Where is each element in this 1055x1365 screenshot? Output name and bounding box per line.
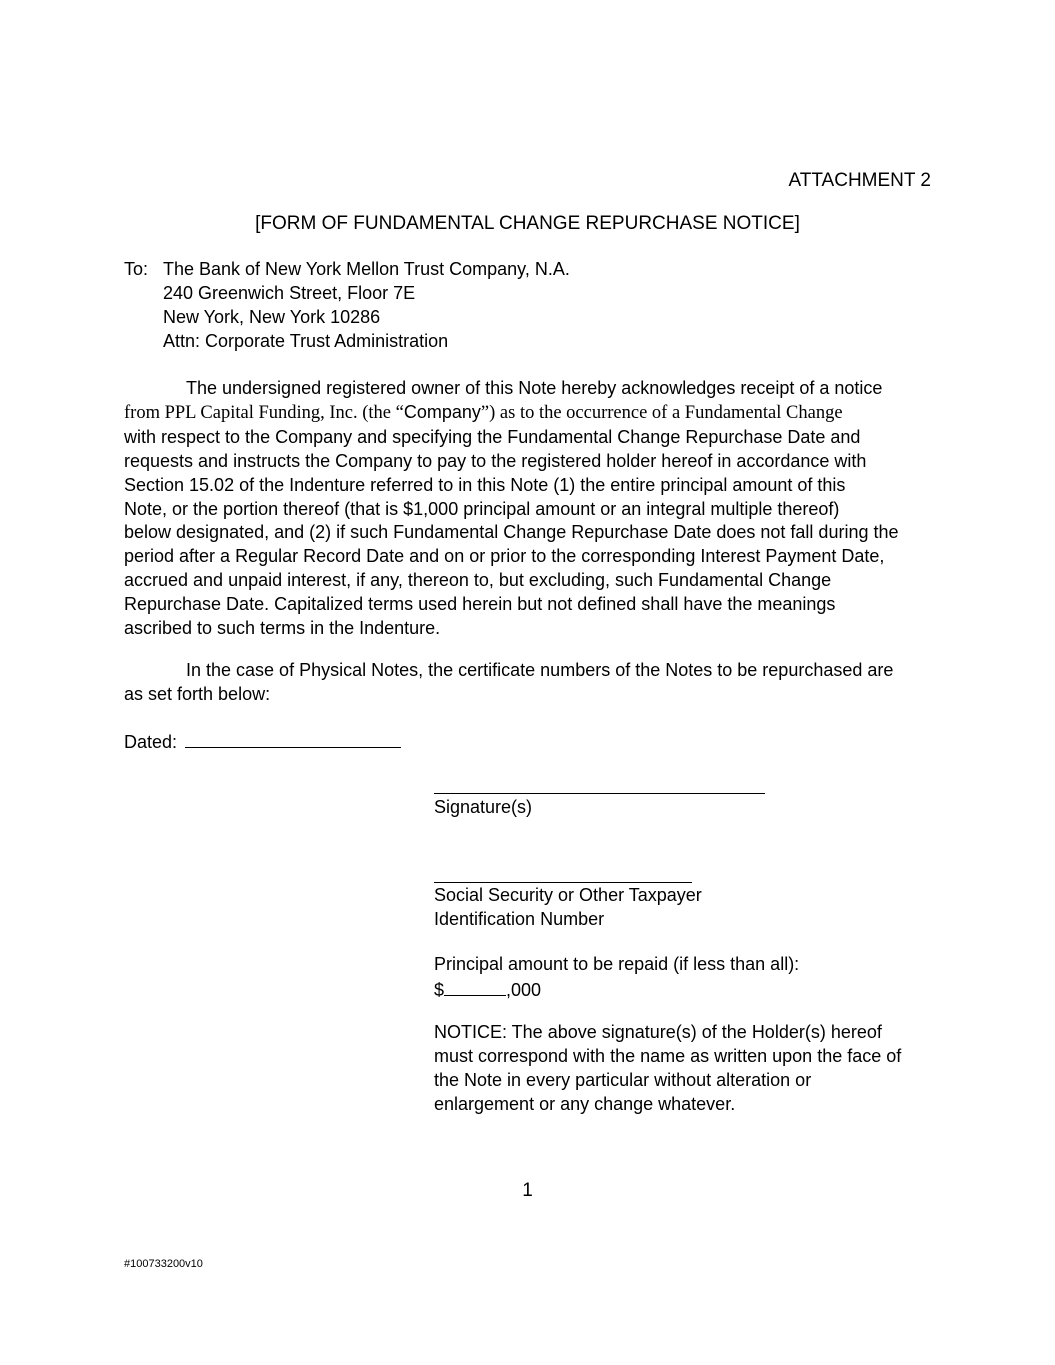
addressee-line: The Bank of New York Mellon Trust Company, N.A.: [163, 259, 570, 279]
paragraph-line: Repurchase Date. Capitalized terms used herein but not defined shall have the meanings: [124, 594, 836, 615]
document-id: #100733200v10: [124, 1258, 203, 1270]
amount-suffix: ,000: [506, 980, 542, 1000]
paragraph-line: with respect to the Company and specifying the Fundamental Change Repurchase Date and: [124, 426, 861, 447]
page-number: 1: [522, 1180, 533, 1201]
address-attn: Attn: Corporate Trust Administration: [163, 331, 449, 351]
notice-line: enlargement or any change whatever.: [434, 1094, 736, 1114]
address-city: New York, New York 10286: [163, 307, 381, 327]
paragraph-fragment: ”) as to the occurrence of a Fundamental Change: [480, 402, 843, 423]
dated-blank[interactable]: [185, 728, 401, 748]
dated-field: [124, 728, 401, 753]
paragraph-line: accrued and unpaid interest, if any, thereon to, but excluding, such Fundamental Change: [124, 570, 832, 591]
notice-line: the Note in every particular without alteration or: [434, 1070, 812, 1090]
company-term: Company: [403, 401, 481, 422]
signature-label: Signature(s): [434, 797, 533, 817]
notice-line: must correspond with the name as written upon the face of: [434, 1046, 902, 1066]
dollar-sign: $: [434, 980, 445, 1000]
paragraph-fragment: from PPL Capital Funding, Inc. (the “: [124, 402, 404, 423]
signature-line[interactable]: [434, 793, 765, 794]
paragraph-line: below designated, and (2) if such Fundamental Change Repurchase Date does not fall during the: [124, 522, 899, 543]
paragraph-line: In the case of Physical Notes, the certificate numbers of the Notes to be repurchased are: [186, 660, 894, 680]
amount-blank[interactable]: [444, 978, 506, 996]
dated-label: Dated:: [124, 732, 178, 752]
paragraph-line: requests and instructs the Company to pay to the registered holder hereof in accordance with: [124, 450, 867, 471]
paragraph-line: Section 15.02 of the Indenture referred to in this Note (1) the entire principal amount of this: [124, 474, 846, 495]
notice-line: NOTICE: The above signature(s) of the Holder(s) hereof: [434, 1022, 882, 1042]
paragraph-line: as set forth below:: [124, 683, 271, 704]
attachment-label: ATTACHMENT 2: [788, 170, 931, 191]
form-title: [FORM OF FUNDAMENTAL CHANGE REPURCHASE NOTICE]: [255, 213, 800, 234]
paragraph-line: ascribed to such terms in the Indenture.: [124, 618, 441, 639]
acknowledgement-paragraph: [124, 377, 930, 641]
tax-id-line[interactable]: [434, 882, 692, 883]
physical-notes-paragraph: [124, 659, 930, 707]
paragraph-line: Note, or the portion thereof (that is $1,000 principal amount or an integral multiple thereof): [124, 498, 840, 519]
tax-id-label: Identification Number: [434, 909, 605, 929]
principal-label: Principal amount to be repaid (if less than all):: [434, 954, 800, 974]
to-label: To:: [124, 259, 149, 279]
tax-id-label: Social Security or Other Taxpayer: [434, 885, 702, 905]
paragraph-line: The undersigned registered owner of this Note hereby acknowledges receipt of a notice: [186, 378, 883, 398]
principal-amount-field: [434, 978, 541, 1001]
address-street: 240 Greenwich Street, Floor 7E: [163, 283, 416, 303]
paragraph-line: period after a Regular Record Date and on or prior to the corresponding Interest Payment Date,: [124, 546, 885, 567]
paragraph-line: [124, 401, 930, 426]
